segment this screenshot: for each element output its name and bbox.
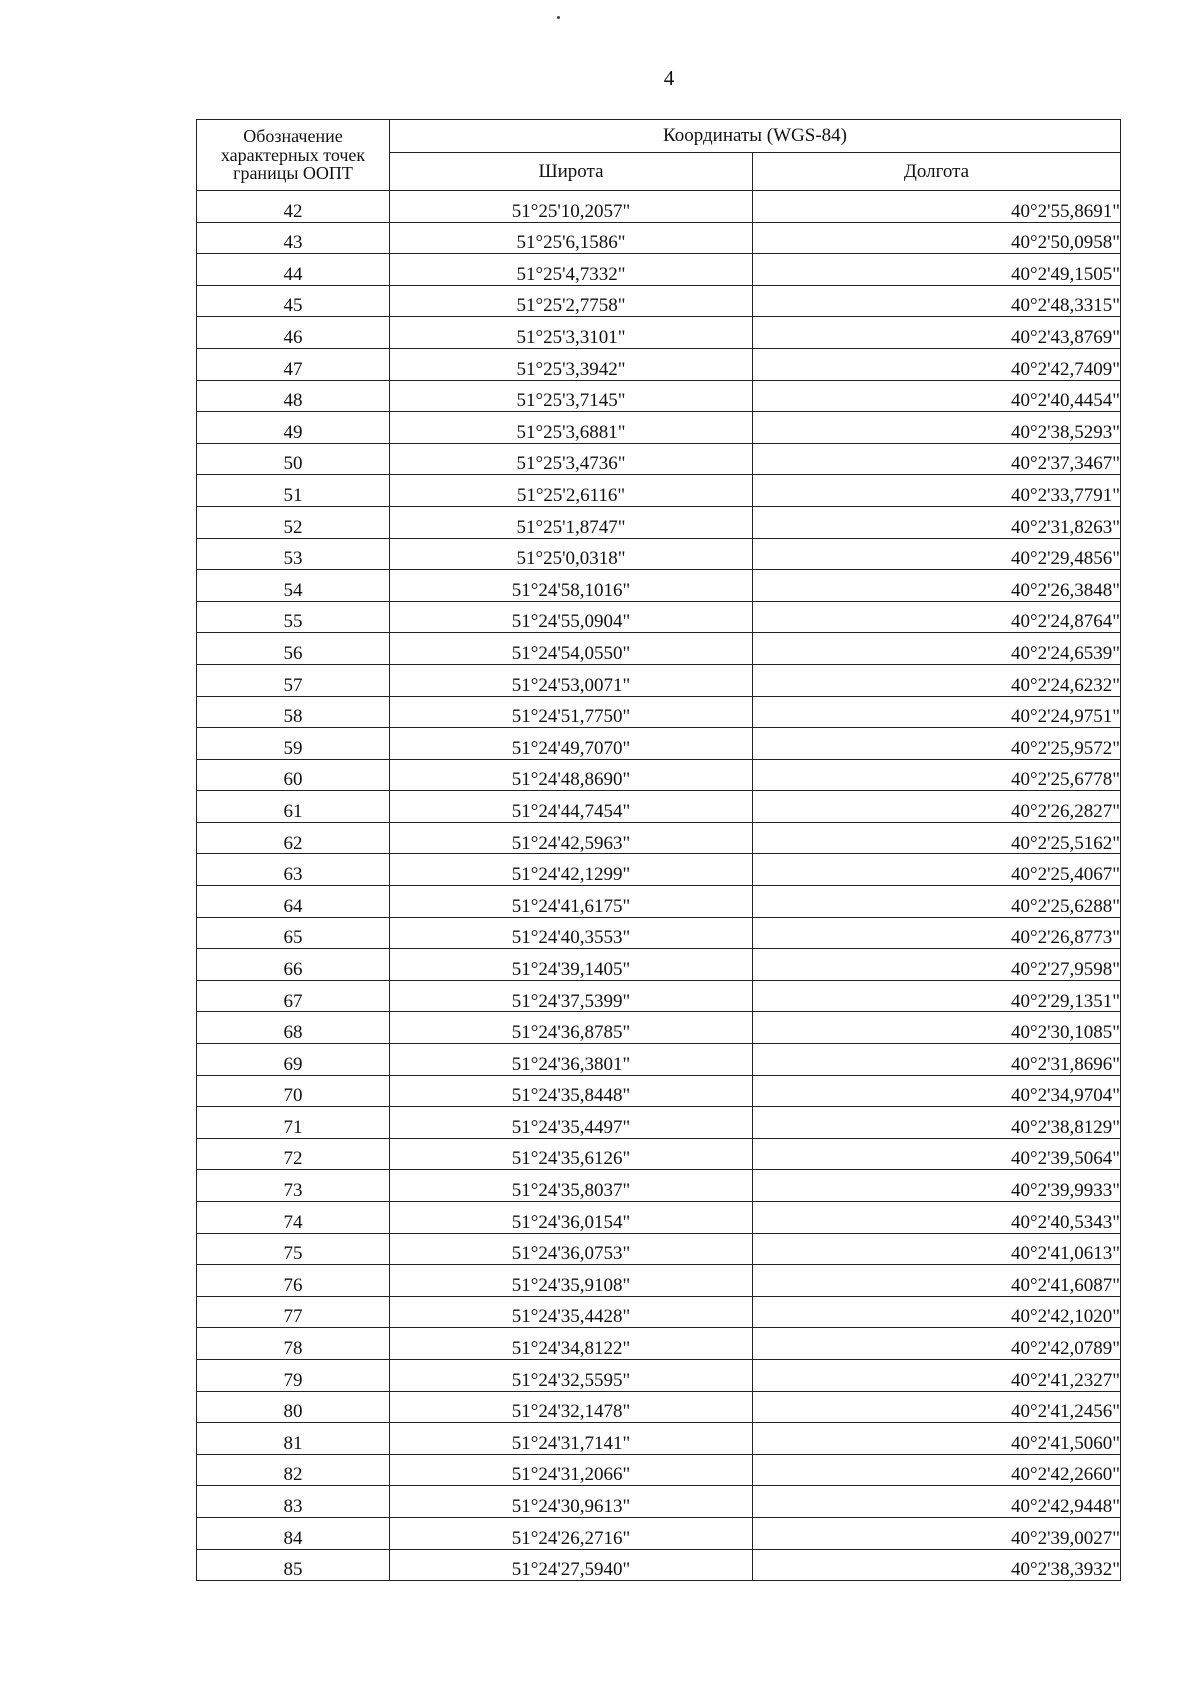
longitude-cell: 40°2'29,1351" xyxy=(753,980,1121,1012)
table-row xyxy=(197,380,1121,412)
longitude-cell: 40°2'37,3467" xyxy=(753,443,1121,475)
table-row xyxy=(197,1296,1121,1328)
point-number-cell: 50 xyxy=(197,443,390,475)
latitude-cell: 51°24'37,5399" xyxy=(390,980,753,1012)
latitude-cell: 51°24'30,9613" xyxy=(390,1486,753,1518)
latitude-cell: 51°24'26,2716" xyxy=(390,1517,753,1549)
latitude-cell: 51°25'2,6116" xyxy=(390,475,753,507)
longitude-cell: 40°2'25,6288" xyxy=(753,886,1121,918)
longitude-cell: 40°2'42,2660" xyxy=(753,1454,1121,1486)
latitude-cell: 51°24'31,2066" xyxy=(390,1454,753,1486)
latitude-cell: 51°24'40,3553" xyxy=(390,917,753,949)
longitude-cell: 40°2'31,8263" xyxy=(753,506,1121,538)
point-number-cell: 72 xyxy=(197,1138,390,1170)
latitude-cell: 51°25'3,7145" xyxy=(390,380,753,412)
latitude-cell: 51°24'48,8690" xyxy=(390,759,753,791)
table-row xyxy=(197,1359,1121,1391)
point-number-cell: 60 xyxy=(197,759,390,791)
latitude-cell: 51°24'42,1299" xyxy=(390,854,753,886)
header-row-top xyxy=(197,120,1121,153)
table-row xyxy=(197,696,1121,728)
point-number-cell: 44 xyxy=(197,254,390,286)
longitude-cell: 40°2'25,6778" xyxy=(753,759,1121,791)
longitude-cell: 40°2'48,3315" xyxy=(753,285,1121,317)
table-row xyxy=(197,317,1121,349)
latitude-cell: 51°24'35,9108" xyxy=(390,1265,753,1297)
longitude-cell: 40°2'41,5060" xyxy=(753,1423,1121,1455)
point-number-cell: 46 xyxy=(197,317,390,349)
point-number-cell: 64 xyxy=(197,886,390,918)
point-number-cell: 76 xyxy=(197,1265,390,1297)
point-number-cell: 47 xyxy=(197,348,390,380)
table-row xyxy=(197,854,1121,886)
longitude-cell: 40°2'24,6539" xyxy=(753,633,1121,665)
table-row xyxy=(197,1170,1121,1202)
table-row xyxy=(197,1044,1121,1076)
longitude-cell: 40°2'49,1505" xyxy=(753,254,1121,286)
point-number-cell: 68 xyxy=(197,1012,390,1044)
latitude-cell: 51°25'0,0318" xyxy=(390,538,753,570)
latitude-cell: 51°25'3,3942" xyxy=(390,348,753,380)
point-number-cell: 78 xyxy=(197,1328,390,1360)
point-number-cell: 49 xyxy=(197,412,390,444)
table-row xyxy=(197,1202,1121,1234)
longitude-cell: 40°2'24,8764" xyxy=(753,601,1121,633)
point-number-cell: 63 xyxy=(197,854,390,886)
header-coordinates: Координаты (WGS-84) xyxy=(390,120,1121,153)
table-row xyxy=(197,917,1121,949)
latitude-cell: 51°24'35,4497" xyxy=(390,1107,753,1139)
table-row xyxy=(197,1107,1121,1139)
longitude-cell: 40°2'55,8691" xyxy=(753,191,1121,223)
point-number-cell: 42 xyxy=(197,191,390,223)
point-number-cell: 54 xyxy=(197,570,390,602)
point-number-cell: 51 xyxy=(197,475,390,507)
longitude-cell: 40°2'40,5343" xyxy=(753,1202,1121,1234)
point-number-cell: 73 xyxy=(197,1170,390,1202)
point-number-cell: 43 xyxy=(197,222,390,254)
header-longitude: Долгота xyxy=(753,153,1121,191)
latitude-cell: 51°24'49,7070" xyxy=(390,728,753,760)
table-row xyxy=(197,570,1121,602)
longitude-cell: 40°2'34,9704" xyxy=(753,1075,1121,1107)
latitude-cell: 51°24'36,8785" xyxy=(390,1012,753,1044)
table-row xyxy=(197,1138,1121,1170)
longitude-cell: 40°2'33,7791" xyxy=(753,475,1121,507)
latitude-cell: 51°24'58,1016" xyxy=(390,570,753,602)
latitude-cell: 51°24'51,7750" xyxy=(390,696,753,728)
latitude-cell: 51°24'36,0753" xyxy=(390,1233,753,1265)
table-row xyxy=(197,759,1121,791)
table-row xyxy=(197,949,1121,981)
point-number-cell: 75 xyxy=(197,1233,390,1265)
longitude-cell: 40°2'26,3848" xyxy=(753,570,1121,602)
longitude-cell: 40°2'42,9448" xyxy=(753,1486,1121,1518)
latitude-cell: 51°24'44,7454" xyxy=(390,791,753,823)
table-row xyxy=(197,980,1121,1012)
point-number-cell: 66 xyxy=(197,949,390,981)
longitude-cell: 40°2'29,4856" xyxy=(753,538,1121,570)
table-header xyxy=(197,120,1121,191)
longitude-cell: 40°2'39,5064" xyxy=(753,1138,1121,1170)
latitude-cell: 51°24'34,8122" xyxy=(390,1328,753,1360)
table-row xyxy=(197,412,1121,444)
point-number-cell: 52 xyxy=(197,506,390,538)
point-number-cell: 65 xyxy=(197,917,390,949)
point-number-cell: 69 xyxy=(197,1044,390,1076)
table-row xyxy=(197,443,1121,475)
table-row xyxy=(197,1391,1121,1423)
longitude-cell: 40°2'41,6087" xyxy=(753,1265,1121,1297)
table-row xyxy=(197,1423,1121,1455)
point-number-cell: 74 xyxy=(197,1202,390,1234)
point-number-cell: 56 xyxy=(197,633,390,665)
latitude-cell: 51°24'35,4428" xyxy=(390,1296,753,1328)
latitude-cell: 51°24'35,6126" xyxy=(390,1138,753,1170)
longitude-cell: 40°2'50,0958" xyxy=(753,222,1121,254)
table-row xyxy=(197,191,1121,223)
table-row xyxy=(197,254,1121,286)
longitude-cell: 40°2'42,7409" xyxy=(753,348,1121,380)
point-number-cell: 61 xyxy=(197,791,390,823)
longitude-cell: 40°2'38,5293" xyxy=(753,412,1121,444)
latitude-cell: 51°24'53,0071" xyxy=(390,664,753,696)
latitude-cell: 51°24'36,3801" xyxy=(390,1044,753,1076)
latitude-cell: 51°24'35,8037" xyxy=(390,1170,753,1202)
longitude-cell: 40°2'42,1020" xyxy=(753,1296,1121,1328)
longitude-cell: 40°2'25,5162" xyxy=(753,822,1121,854)
table-row xyxy=(197,1012,1121,1044)
table-row xyxy=(197,728,1121,760)
latitude-cell: 51°24'39,1405" xyxy=(390,949,753,981)
table-row xyxy=(197,348,1121,380)
point-number-cell: 55 xyxy=(197,601,390,633)
coordinates-table xyxy=(196,119,1121,1581)
latitude-cell: 51°25'6,1586" xyxy=(390,222,753,254)
longitude-cell: 40°2'41,2456" xyxy=(753,1391,1121,1423)
table-row xyxy=(197,538,1121,570)
table-row xyxy=(197,506,1121,538)
table-row xyxy=(197,601,1121,633)
table-row xyxy=(197,822,1121,854)
header-designation: Обозначение характерных точек границы ООПТ xyxy=(197,120,390,191)
point-number-cell: 80 xyxy=(197,1391,390,1423)
longitude-cell: 40°2'27,9598" xyxy=(753,949,1121,981)
table-row xyxy=(197,1549,1121,1581)
latitude-cell: 51°24'35,8448" xyxy=(390,1075,753,1107)
longitude-cell: 40°2'39,9933" xyxy=(753,1170,1121,1202)
table-row xyxy=(197,664,1121,696)
longitude-cell: 40°2'38,3932" xyxy=(753,1549,1121,1581)
table-row xyxy=(197,1328,1121,1360)
table-row xyxy=(197,791,1121,823)
latitude-cell: 51°25'4,7332" xyxy=(390,254,753,286)
latitude-cell: 51°24'32,1478" xyxy=(390,1391,753,1423)
longitude-cell: 40°2'30,1085" xyxy=(753,1012,1121,1044)
longitude-cell: 40°2'25,4067" xyxy=(753,854,1121,886)
point-number-cell: 83 xyxy=(197,1486,390,1518)
latitude-cell: 51°25'2,7758" xyxy=(390,285,753,317)
longitude-cell: 40°2'25,9572" xyxy=(753,728,1121,760)
point-number-cell: 79 xyxy=(197,1359,390,1391)
table-body xyxy=(197,191,1121,1581)
point-number-cell: 62 xyxy=(197,822,390,854)
longitude-cell: 40°2'31,8696" xyxy=(753,1044,1121,1076)
table-row xyxy=(197,1517,1121,1549)
point-number-cell: 84 xyxy=(197,1517,390,1549)
latitude-cell: 51°24'54,0550" xyxy=(390,633,753,665)
point-number-cell: 70 xyxy=(197,1075,390,1107)
table-row xyxy=(197,633,1121,665)
point-number-cell: 53 xyxy=(197,538,390,570)
point-number-cell: 67 xyxy=(197,980,390,1012)
latitude-cell: 51°24'32,5595" xyxy=(390,1359,753,1391)
latitude-cell: 51°25'10,2057" xyxy=(390,191,753,223)
table-row xyxy=(197,1075,1121,1107)
point-number-cell: 71 xyxy=(197,1107,390,1139)
longitude-cell: 40°2'43,8769" xyxy=(753,317,1121,349)
longitude-cell: 40°2'39,0027" xyxy=(753,1517,1121,1549)
point-number-cell: 59 xyxy=(197,728,390,760)
point-number-cell: 48 xyxy=(197,380,390,412)
latitude-cell: 51°24'31,7141" xyxy=(390,1423,753,1455)
header-latitude: Широта xyxy=(390,153,753,191)
longitude-cell: 40°2'24,9751" xyxy=(753,696,1121,728)
table-row xyxy=(197,1265,1121,1297)
longitude-cell: 40°2'26,8773" xyxy=(753,917,1121,949)
latitude-cell: 51°25'3,3101" xyxy=(390,317,753,349)
latitude-cell: 51°25'3,4736" xyxy=(390,443,753,475)
scan-artifact-dot xyxy=(557,16,560,19)
longitude-cell: 40°2'42,0789" xyxy=(753,1328,1121,1360)
table-row xyxy=(197,1454,1121,1486)
latitude-cell: 51°24'42,5963" xyxy=(390,822,753,854)
longitude-cell: 40°2'24,6232" xyxy=(753,664,1121,696)
longitude-cell: 40°2'38,8129" xyxy=(753,1107,1121,1139)
table-row xyxy=(197,1486,1121,1518)
page-number: 4 xyxy=(663,66,675,90)
point-number-cell: 82 xyxy=(197,1454,390,1486)
table-row xyxy=(197,222,1121,254)
point-number-cell: 81 xyxy=(197,1423,390,1455)
latitude-cell: 51°25'1,8747" xyxy=(390,506,753,538)
longitude-cell: 40°2'41,0613" xyxy=(753,1233,1121,1265)
point-number-cell: 45 xyxy=(197,285,390,317)
latitude-cell: 51°24'55,0904" xyxy=(390,601,753,633)
point-number-cell: 77 xyxy=(197,1296,390,1328)
table-row xyxy=(197,886,1121,918)
latitude-cell: 51°25'3,6881" xyxy=(390,412,753,444)
point-number-cell: 58 xyxy=(197,696,390,728)
longitude-cell: 40°2'26,2827" xyxy=(753,791,1121,823)
table-row xyxy=(197,1233,1121,1265)
point-number-cell: 85 xyxy=(197,1549,390,1581)
point-number-cell: 57 xyxy=(197,664,390,696)
latitude-cell: 51°24'27,5940" xyxy=(390,1549,753,1581)
longitude-cell: 40°2'40,4454" xyxy=(753,380,1121,412)
latitude-cell: 51°24'41,6175" xyxy=(390,886,753,918)
longitude-cell: 40°2'41,2327" xyxy=(753,1359,1121,1391)
table-row xyxy=(197,285,1121,317)
latitude-cell: 51°24'36,0154" xyxy=(390,1202,753,1234)
table-row xyxy=(197,475,1121,507)
